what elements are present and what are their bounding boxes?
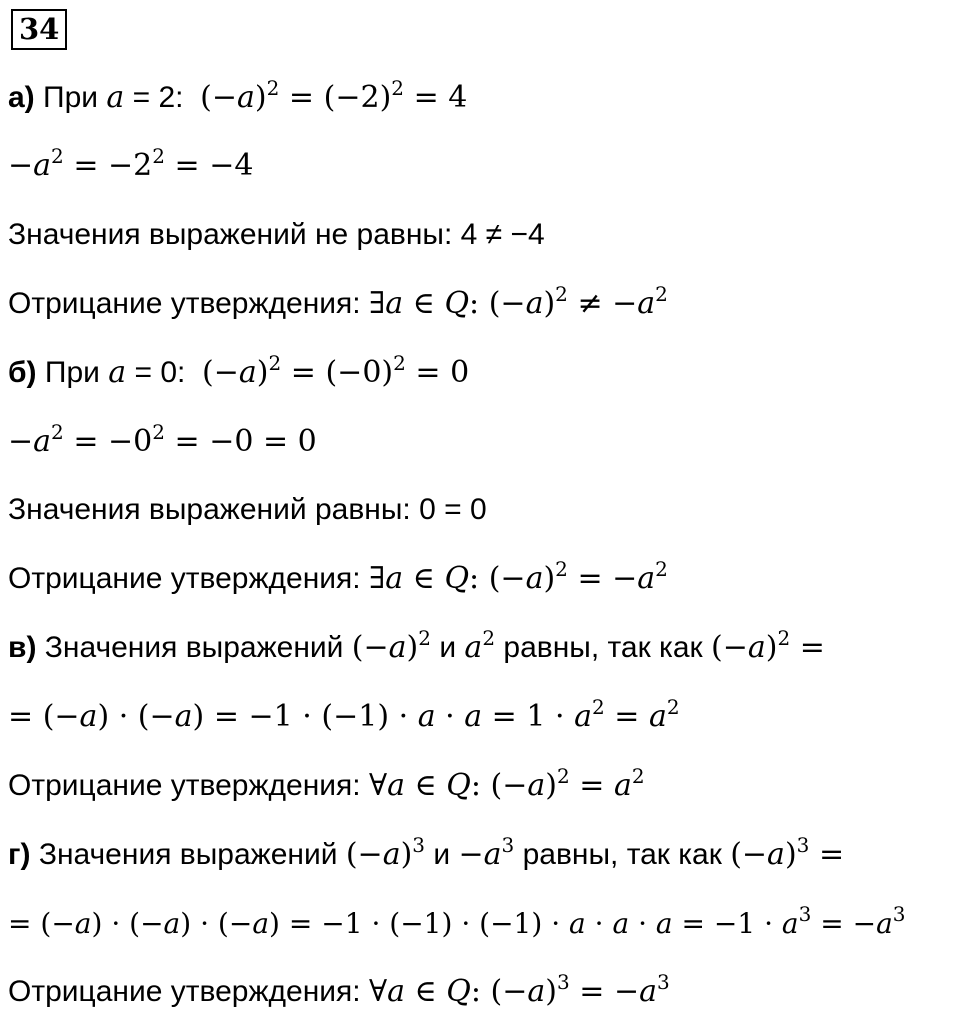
part-g-and: и — [433, 838, 451, 871]
part-b-cond: = 0: — [126, 356, 186, 389]
part-v-negation-label: Отрицание утверждения: — [8, 769, 361, 802]
part-g-line-2-text: = $(-a) \cdot (-a) \cdot (-a) = -1 \cdot (-1) \cdot (-1) \cdot a \cdot a \cdot a = -1 \cdot a^3 = -a^3$ — [8, 902, 906, 940]
part-b-line-3-text: Значения выражений равны: 0 = 0 — [8, 493, 487, 526]
part-g-negation-label: Отрицание утверждения: — [8, 975, 361, 1008]
part-a-expr: $(-a)^2 = (-2)^2 = 4$ — [200, 76, 468, 115]
part-v-line-2-text: = $(-a) \cdot (-a) = -1 \cdot (-1) \cdot a \cdot a = 1 \cdot a^2 = a^2$ — [8, 695, 680, 734]
part-g-line-2 — [8, 904, 906, 944]
problem-number: 34 — [11, 9, 67, 50]
part-g-expr-2: $-a^3$ — [458, 833, 515, 872]
part-g-expr-1: $(-a)^3$ — [345, 833, 426, 872]
part-g-negation-expr: ∀a ∈ Q: $(-a)^3 = -a^3$ — [368, 970, 670, 1009]
part-a-negation-label: Отрицание утверждения: — [8, 287, 361, 320]
part-v-label: в) — [8, 631, 37, 664]
part-a-line-1 — [8, 78, 467, 118]
part-a-prefix: При — [43, 81, 99, 114]
part-g-expr-3: $(-a)^3$ = — [730, 833, 845, 872]
part-b-expr: $(-a)^2 = (-0)^2 = 0$ — [202, 351, 470, 390]
part-a-line-4 — [8, 284, 668, 324]
part-b-var: a — [108, 355, 127, 390]
part-a-line-2-text: $-a^2 = -2^2 = -4$ — [8, 144, 254, 183]
part-a-negation-expr: ∃a ∈ Q: $(-a)^2 \ne -a^2$ — [368, 282, 668, 321]
part-b-line-3 — [8, 490, 487, 530]
part-a-line-3 — [8, 215, 545, 255]
part-g-text-2: равны, так как — [522, 838, 722, 871]
part-g-label: г) — [8, 838, 31, 871]
part-v-text-2: равны, так как — [503, 631, 703, 664]
part-a-line-3-text: Значения выражений не равны: 4 ≠ −4 — [8, 218, 545, 251]
part-b-line-1 — [8, 353, 469, 393]
part-b-line-2 — [8, 422, 317, 462]
part-v-expr-3: $(-a)^2$ = — [710, 626, 825, 665]
part-a-var: a — [106, 80, 125, 115]
part-v-line-3 — [8, 766, 645, 806]
part-b-label: б) — [8, 356, 37, 389]
part-v-text-1: Значения выражений — [44, 631, 344, 664]
part-v-line-1 — [8, 628, 825, 668]
part-g-line-1 — [8, 835, 844, 875]
part-g-line-3 — [8, 972, 670, 1012]
part-a-cond: = 2: — [124, 81, 184, 114]
part-b-line-2-text: $-a^2 = -0^2 = -0 = 0$ — [8, 420, 317, 459]
part-v-line-2 — [8, 697, 680, 737]
part-b-line-4 — [8, 559, 668, 599]
part-a-label: а) — [8, 81, 35, 114]
part-v-negation-expr: ∀a ∈ Q: $(-a)^2 = a^2$ — [368, 764, 645, 803]
part-b-prefix: При — [44, 356, 100, 389]
part-b-negation-expr: ∃a ∈ Q: $(-a)^2 = -a^2$ — [368, 557, 668, 596]
part-v-and: и — [439, 631, 457, 664]
part-g-text-1: Значения выражений — [38, 838, 338, 871]
part-b-negation-label: Отрицание утверждения: — [8, 562, 361, 595]
part-v-expr-2: $a^2$ — [464, 626, 496, 665]
part-v-expr-1: $(-a)^2$ — [351, 626, 431, 665]
part-a-line-2 — [8, 146, 253, 186]
